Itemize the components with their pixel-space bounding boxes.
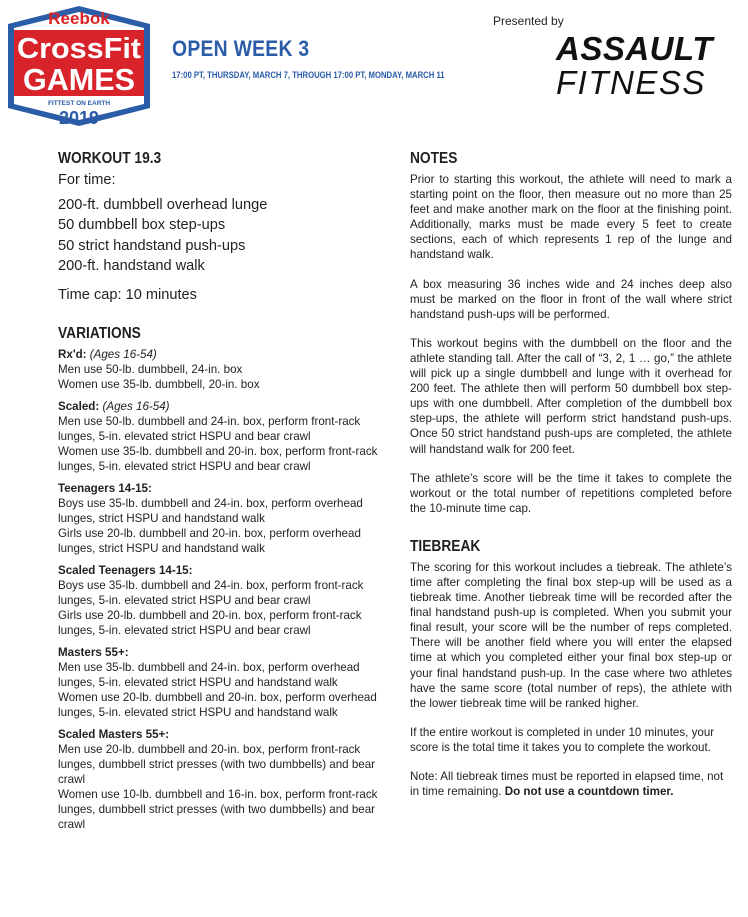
variation-line: Men use 50-lb. dumbbell and 24-in. box, perform front-rack lunges, 5-in. elevated strict HSPU and bear crawl [58,414,361,443]
variation-label: Teenagers 14-15: [58,481,152,495]
svg-text:2019: 2019 [58,108,100,128]
crossfit-games-logo [4,4,154,128]
variation-scaled [58,399,378,474]
week-dates: 17:00 PT, THURSDAY, MARCH 7, THROUGH 17:00 PT, MONDAY, MARCH 11 [172,70,445,80]
notes-title: NOTES [410,150,458,167]
variation-ages: (Ages 16-54) [89,347,157,361]
variation-line: Girls use 20-lb. dumbbell and 20-in. box, perform overhead lunges, strict HSPU and handstand walk [58,526,361,555]
workout-title: WORKOUT 19.3 [58,150,162,167]
svg-text:CrossFit: CrossFit [17,33,142,65]
movement-list [58,195,378,277]
sponsor-logo-line2: FITNESS [556,64,706,101]
movement-item: 200-ft. dumbbell overhead lunge [58,196,268,213]
variation-scaled-masters [58,727,378,832]
variation-teenagers [58,481,378,556]
variation-line: Women use 35-lb. dumbbell and 20-in. box, perform front-rack lunges, 5-in. elevated strict HSPU and bear crawl [58,444,378,473]
variation-line: Men use 20-lb. dumbbell and 20-in. box, perform front-rack lunges, dumbbell strict presses (with two dumbbells) and bear crawl [58,742,376,786]
variation-scaled-teenagers [58,563,378,638]
presented-by-label: Presented by [493,14,564,28]
week-title: OPEN WEEK 3 [172,36,310,61]
variation-rxd [58,347,378,392]
variation-label: Scaled: [58,399,100,413]
variation-line: Boys use 35-lb. dumbbell and 24-in. box, perform overhead lunges, strict HSPU and handstand walk [58,496,363,525]
sponsor-logo-line1: ASSAULT [556,30,713,67]
svg-text:FITTEST ON EARTH: FITTEST ON EARTH [47,100,111,107]
movement-item: 50 dumbbell box step-ups [58,217,226,233]
movement-item: 200-ft. handstand walk [58,258,205,274]
variation-label: Masters 55+: [58,645,129,659]
tiebreak-paragraph: If the entire workout is completed in under 10 minutes, your score is the total time it takes you to complete the workout. [410,725,715,754]
movement-item: 50 strict handstand push-ups [58,237,246,254]
tiebreak-paragraph: The scoring for this workout includes a tiebreak. The athlete’s time after completing the final box step-up will be used as a tiebreak time. Another tiebreak time will be recorded after the final handstand push-up is completed. When you submit your final result, your score will be the number of reps completed. There will be another field where you will enter the elapsed time at which you completed either your final box step-up or your final handstand push-up. In the case where two athletes have the same score (total number of reps), the athlete with the lower tiebreak time will be ranked higher. [410,560,732,710]
variation-line: Women use 35-lb. dumbbell, 20-in. box [58,377,260,391]
notes-paragraph: Prior to starting this workout, the athlete will need to mark a starting point on the floor, then measure out no more than 25 feet and make another mark on the floor at the finishing point. Additionally, marks must be made every 5 feet to create sections, each of which represents 1 rep of the lunge and handstand walk. [410,173,732,262]
variation-line: Girls use 20-lb. dumbbell and 20-in. box, perform front-rack lunges, 5-in. elevated strict HSPU and bear crawl [58,608,362,637]
workout-for-time: For time: [58,172,116,188]
right-column [410,150,732,813]
variation-label: Rx'd: [58,347,87,361]
tiebreak-title: TIEBREAK [410,537,481,555]
tiebreak-note-emphasis: Do not use a countdown timer. [504,785,674,799]
variation-ages: (Ages 16-54) [102,399,170,413]
variation-line: Men use 35-lb. dumbbell and 24-in. box, perform overhead lunges, 5-in. elevated strict HSPU and handstand walk [58,660,360,689]
left-column [58,150,378,839]
notes-paragraph: The athlete’s score will be the time it takes to complete the workout or the total number of repetitions completed before the 10-minute time cap. [410,471,732,515]
notes-paragraph: This workout begins with the dumbbell on the floor and the athlete standing tall. After the call of “3, 2, 1 … go,” the athlete will pick up a single dumbbell and lunge with it overhead for 200 feet. The athlete then will perform 50 dumbbell box step-ups with one dumbbell. After completion of the dumbbell box step-ups, the athlete will perform strict handstand push-ups. Once 50 strict handstand push-ups are completed, the athlete will handstand walk for 200 feet. [410,336,732,456]
variation-masters [58,645,378,720]
variation-line: Boys use 35-lb. dumbbell and 24-in. box, perform front-rack lunges, 5-in. elevated strict HSPU and bear crawl [58,578,364,607]
variation-line: Women use 10-lb. dumbbell and 16-in. box, perform front-rack lunges, dumbbell strict presses (with two dumbbells) and bear crawl [58,787,378,831]
variations-title: VARIATIONS [58,324,141,342]
svg-text:GAMES: GAMES [23,62,135,97]
svg-text:Reebok: Reebok [48,9,110,28]
tiebreak-note [410,769,732,799]
tiebreak-note-text: Note: All tiebreak times must be reported in elapsed time, not in time remaining. [410,770,724,799]
notes-paragraph: A box measuring 36 inches wide and 24 inches deep also must be marked on the floor in front of the wall where strict handstand push-ups will be performed. [410,277,732,321]
variation-line: Women use 20-lb. dumbbell and 20-in. box, perform overhead lunges, 5-in. elevated strict HSPU and handstand walk [58,690,377,719]
variation-line: Men use 50-lb. dumbbell, 24-in. box [58,362,243,376]
variation-label: Scaled Teenagers 14-15: [58,563,193,577]
variation-label: Scaled Masters 55+: [58,727,170,741]
time-cap: Time cap: 10 minutes [58,286,197,303]
